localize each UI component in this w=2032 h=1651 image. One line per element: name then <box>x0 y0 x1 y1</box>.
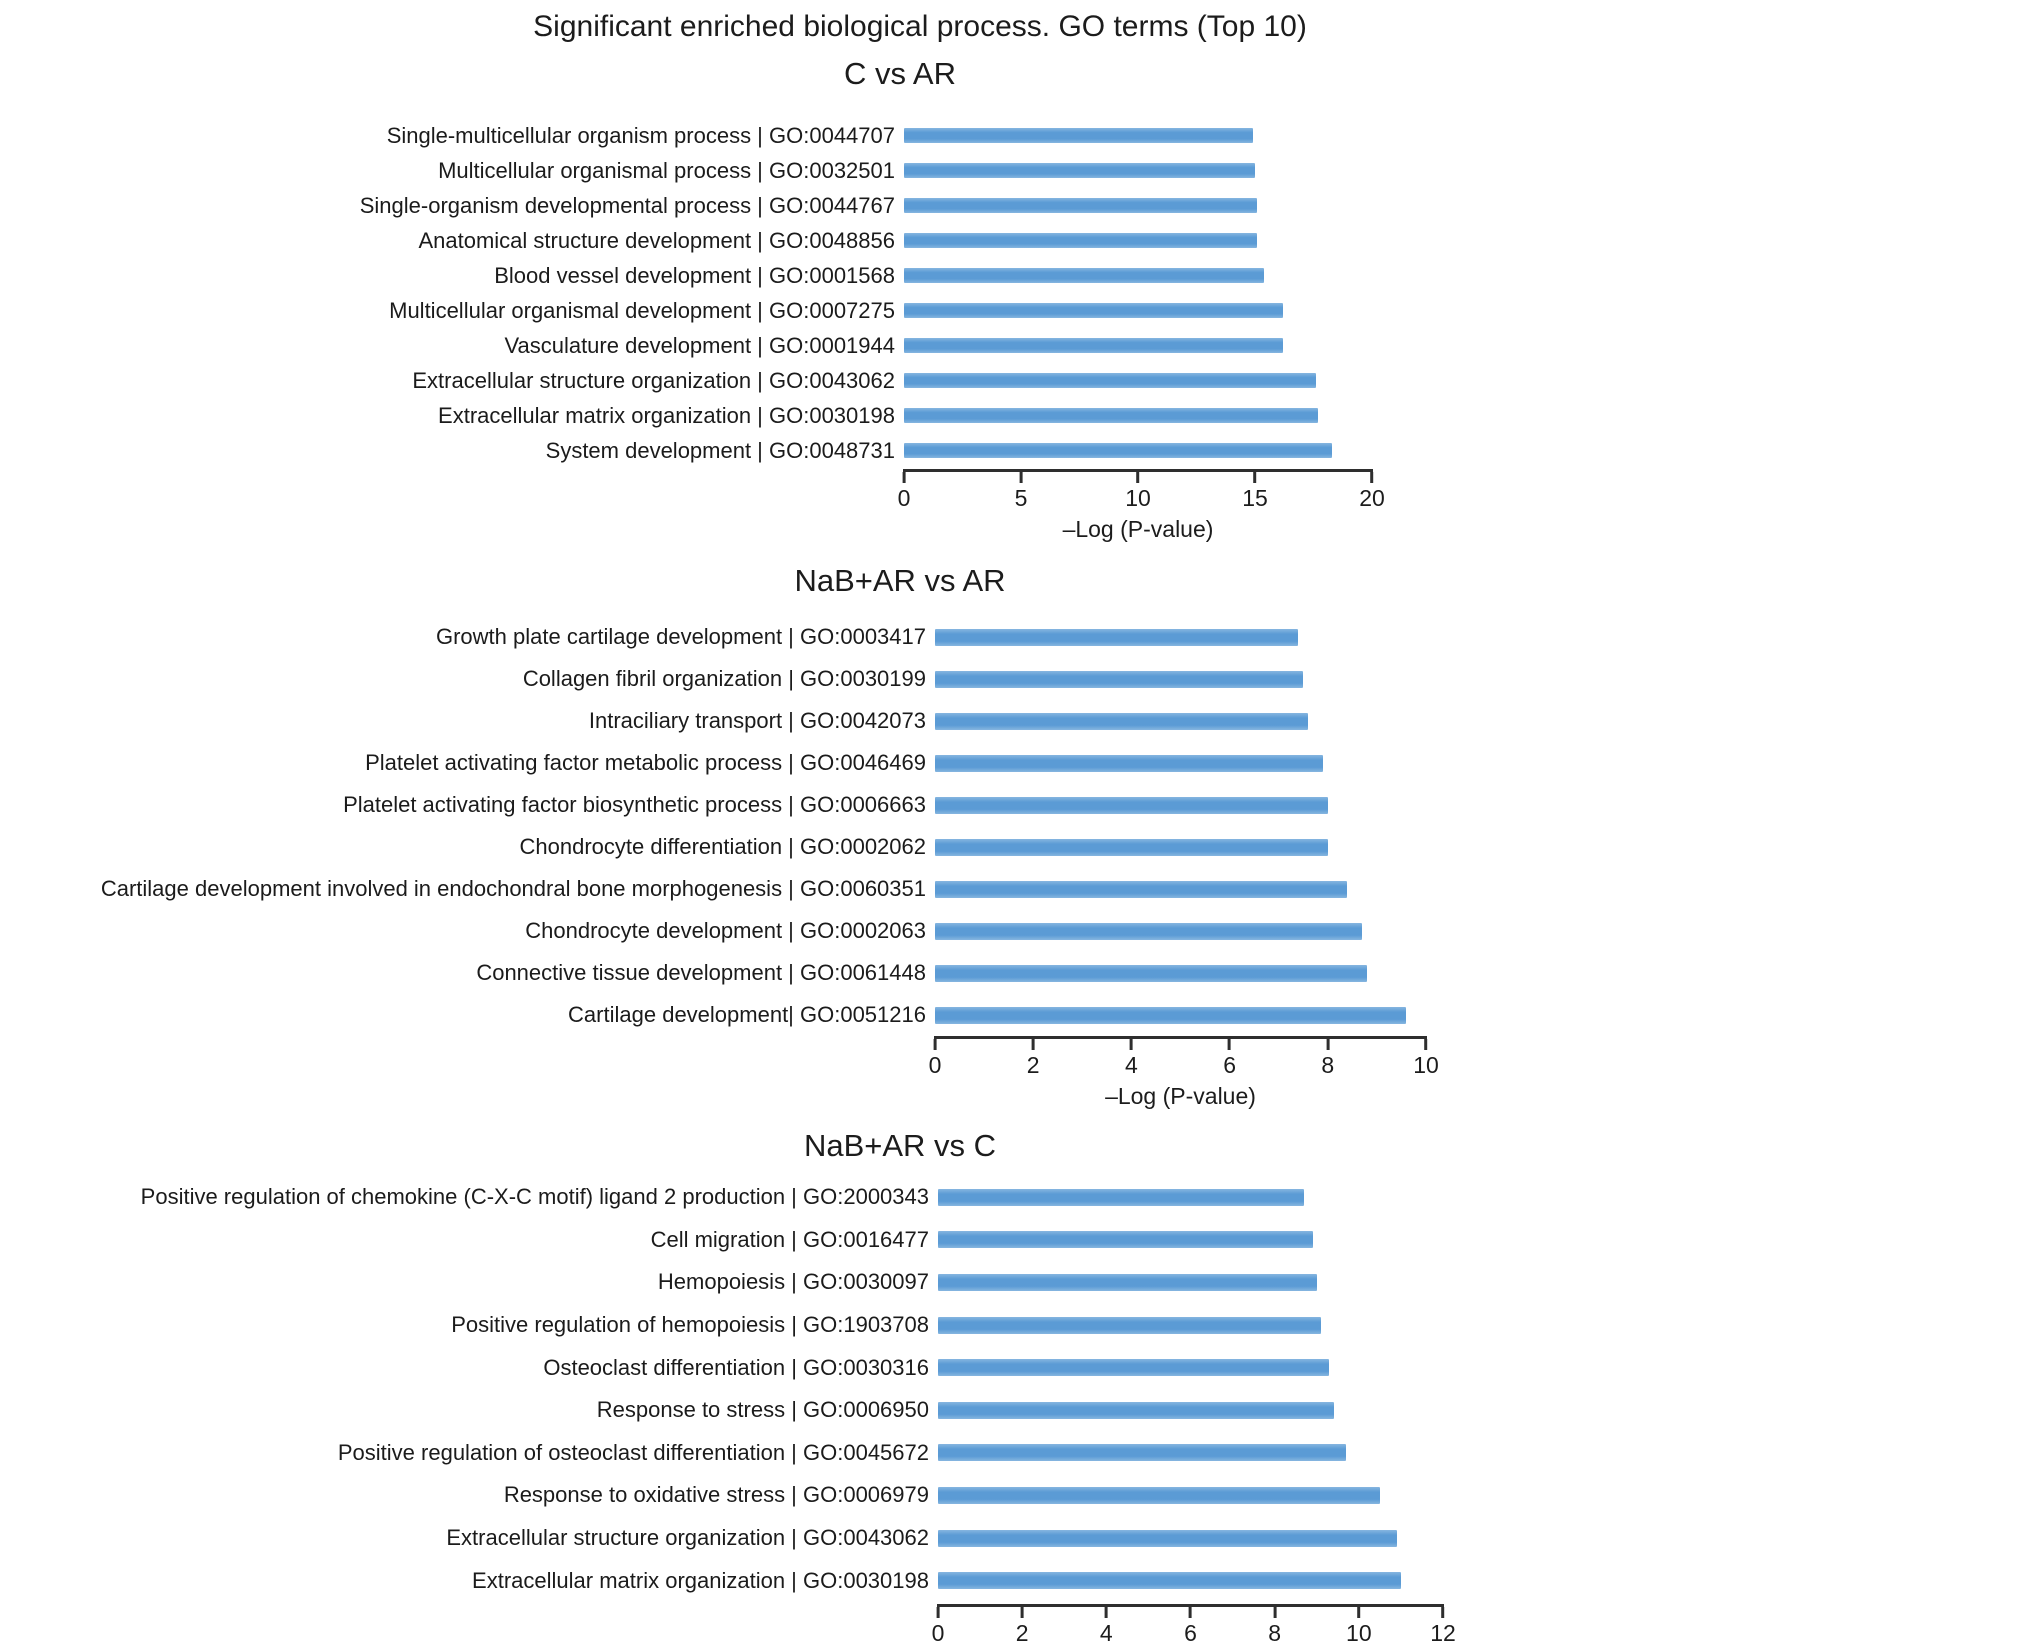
axis-tick-label: 8 <box>1268 1620 1282 1646</box>
bar <box>938 1231 1313 1248</box>
axis-tick-label: 12 <box>1430 1620 1456 1646</box>
axis-tick-mark <box>1105 1607 1108 1618</box>
bar-row <box>0 1474 2032 1517</box>
category-label: Anatomical structure development | GO:0048856 <box>418 227 895 253</box>
axis-tick-mark <box>1442 1607 1445 1618</box>
category-label: Cell migration | GO:0016477 <box>650 1226 929 1252</box>
bar-track <box>938 1487 1443 1504</box>
bar <box>938 1402 1334 1419</box>
axis-tick-mark <box>1189 1607 1192 1618</box>
axis-tick-label: 10 <box>1125 485 1151 511</box>
category-label: Extracellular matrix organization | GO:0030198 <box>438 402 895 428</box>
category-label: Extracellular structure organization | GO:0043062 <box>412 367 895 393</box>
bar-row <box>0 1559 2032 1602</box>
axis-tick <box>1430 1607 1456 1647</box>
bar-track <box>938 1444 1443 1461</box>
axis-tick-label: 5 <box>1014 485 1028 511</box>
axis-tick-label: 0 <box>897 485 911 511</box>
axis-tick <box>1346 1607 1372 1647</box>
category-label: System development | GO:0048731 <box>545 437 895 463</box>
bar-track <box>938 1189 1443 1206</box>
bar-track <box>938 1317 1443 1334</box>
x-axis-label: –Log (P-value) <box>1062 516 1214 542</box>
category-label: Single-organism developmental process | GO:0044767 <box>359 192 895 218</box>
category-label: Cartilage development| GO:0051216 <box>568 1002 926 1027</box>
bar-track <box>938 1572 1443 1589</box>
category-label: Cartilage development involved in endochondral bone morphogenesis | GO:0060351 <box>100 876 926 901</box>
bar <box>938 1317 1321 1334</box>
bar-row <box>0 1261 2032 1304</box>
category-label: Chondrocyte development | GO:0002063 <box>525 918 926 943</box>
axis-tick-label: 2 <box>1026 1052 1040 1078</box>
axis-tick-mark <box>1273 1607 1276 1618</box>
axis-tick-label: 15 <box>1242 485 1268 511</box>
axis-tick-label: 10 <box>1413 1052 1439 1078</box>
category-label: Osteoclast differentiation | GO:0030316 <box>543 1354 929 1380</box>
axis-tick-label: 2 <box>1015 1620 1029 1646</box>
category-label: Growth plate cartilage development | GO:0003417 <box>435 624 926 649</box>
axis-tick <box>932 1607 945 1647</box>
bar <box>938 1444 1346 1461</box>
x-axis <box>931 1604 1456 1651</box>
axis-tick-label: 6 <box>1223 1052 1236 1078</box>
axis-tick <box>1268 1607 1281 1647</box>
axis-tick <box>1184 1607 1197 1647</box>
bar-track <box>938 1359 1443 1376</box>
chart-title: NaB+AR vs AR <box>794 563 1006 598</box>
axis-tick-label: 6 <box>1184 1620 1197 1646</box>
chart-title: C vs AR <box>844 56 956 91</box>
axis-tick-label: 0 <box>931 1620 945 1646</box>
category-label: Positive regulation of osteoclast differentiation | GO:0045672 <box>337 1439 929 1465</box>
category-label: Multicellular organismal process | GO:0032501 <box>438 157 895 183</box>
category-label: Platelet activating factor metabolic process | GO:0046469 <box>365 750 926 775</box>
axis-tick-label: 4 <box>1124 1052 1138 1078</box>
category-label: Platelet activating factor biosynthetic process | GO:0006663 <box>343 792 926 817</box>
bar-row <box>0 1304 2032 1347</box>
bar <box>938 1530 1397 1547</box>
x-axis-label: –Log (P-value) <box>1105 1083 1256 1109</box>
bar-row <box>0 1219 2032 1262</box>
figure-title: Significant enriched biological process. GO terms (Top 10) <box>533 10 1307 43</box>
axis-tick-label: 8 <box>1321 1052 1335 1078</box>
category-label: Response to stress | GO:0006950 <box>596 1397 929 1423</box>
category-label: Hemopoiesis | GO:0030097 <box>657 1269 929 1295</box>
category-label: Positive regulation of hemopoiesis | GO:1903708 <box>451 1312 929 1338</box>
axis-tick <box>1100 1607 1113 1647</box>
bar <box>938 1274 1317 1291</box>
bar-track <box>938 1530 1443 1547</box>
bar <box>938 1572 1401 1589</box>
category-label: Extracellular structure organization | GO:0043062 <box>446 1525 929 1551</box>
category-label: Vasculature development | GO:0001944 <box>504 332 895 358</box>
axis-tick-label: 4 <box>1099 1620 1113 1646</box>
category-label: Single-multicellular organism process | GO:0044707 <box>386 122 895 148</box>
bar-row <box>0 1389 2032 1432</box>
axis-tick-mark <box>1021 1607 1024 1618</box>
category-label: Intraciliary transport | GO:0042073 <box>588 708 926 733</box>
bar-track <box>938 1274 1443 1291</box>
axis-tick-mark <box>936 1607 939 1618</box>
category-label: Connective tissue development | GO:0061448 <box>476 960 926 985</box>
bar-row <box>0 1517 2032 1560</box>
bar-row <box>0 1432 2032 1475</box>
axis-tick <box>1016 1607 1029 1647</box>
category-label: Response to oxidative stress | GO:0006979 <box>503 1482 929 1508</box>
bar-row <box>0 1346 2032 1389</box>
bar <box>938 1189 1304 1206</box>
axis-tick-label: 10 <box>1346 1620 1372 1646</box>
category-label: Multicellular organismal development | GO:0007275 <box>389 297 895 323</box>
bar-track <box>938 1231 1443 1248</box>
category-label: Blood vessel development | GO:0001568 <box>494 262 895 288</box>
axis-tick-mark <box>1357 1607 1360 1618</box>
category-label: Collagen fibril organization | GO:0030199 <box>522 666 926 691</box>
axis-tick-label: 0 <box>928 1052 942 1078</box>
axis-tick-label: 20 <box>1359 485 1385 511</box>
category-label: Positive regulation of chemokine (C-X-C motif) ligand 2 production | GO:2000343 <box>140 1184 929 1210</box>
bar-row <box>0 1176 2032 1219</box>
bar-track <box>938 1402 1443 1419</box>
chart-title: NaB+AR vs C <box>803 1128 997 1163</box>
category-label: Chondrocyte differentiation | GO:0002062 <box>519 834 926 859</box>
category-label: Extracellular matrix organization | GO:0030198 <box>472 1567 929 1593</box>
bar <box>938 1487 1380 1504</box>
bar-rows <box>0 1176 2032 1602</box>
bar <box>938 1359 1329 1376</box>
